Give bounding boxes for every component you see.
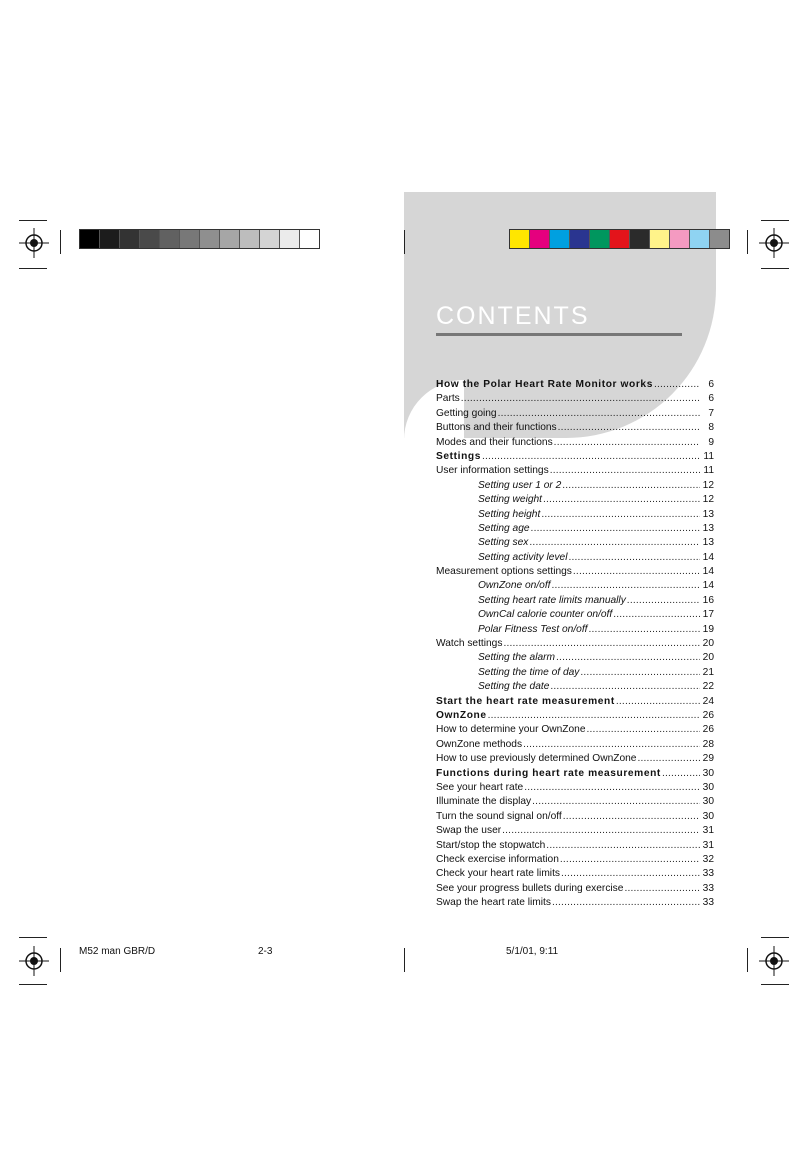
toc-dot-leader xyxy=(554,436,700,450)
toc-dot-leader xyxy=(552,896,700,910)
toc-dot-leader xyxy=(558,421,700,435)
toc-entry-title: Setting weight xyxy=(478,494,542,506)
toc-dot-leader xyxy=(637,752,700,766)
toc-entry-title: Buttons and their functions xyxy=(436,422,557,434)
color-swatch xyxy=(280,230,300,248)
toc-entry-page: 32 xyxy=(702,853,714,865)
crop-line xyxy=(60,230,61,254)
toc-dot-leader xyxy=(580,666,700,680)
toc-dot-leader xyxy=(613,608,700,622)
color-swatch xyxy=(630,230,650,248)
toc-dot-leader xyxy=(556,651,700,665)
crop-line xyxy=(404,948,405,972)
toc-entry[interactable] xyxy=(436,479,714,493)
toc-entry-title: Settings xyxy=(436,450,481,462)
color-swatch xyxy=(650,230,670,248)
crop-line xyxy=(60,948,61,972)
color-swatch xyxy=(260,230,280,248)
table-of-contents xyxy=(436,378,714,910)
toc-entry-page: 13 xyxy=(702,537,714,549)
toc-entry[interactable] xyxy=(436,522,714,536)
crop-line xyxy=(761,220,789,221)
toc-dot-leader xyxy=(498,407,700,421)
toc-entry-title: OwnZone on/off xyxy=(478,580,551,592)
color-swatch xyxy=(240,230,260,248)
toc-entry[interactable] xyxy=(436,450,714,464)
toc-entry-title: Setting height xyxy=(478,508,541,520)
toc-entry-title: Getting going xyxy=(436,407,497,419)
toc-entry-title: User information settings xyxy=(436,465,549,477)
toc-dot-leader xyxy=(482,450,700,464)
toc-entry[interactable] xyxy=(436,464,714,478)
toc-entry-title: Parts xyxy=(436,393,460,405)
toc-entry-title: OwnZone methods xyxy=(436,738,523,750)
toc-entry-title: Setting age xyxy=(478,522,530,534)
toc-entry-page: 30 xyxy=(702,810,714,822)
color-swatch xyxy=(530,230,550,248)
page-title: CONTENTS xyxy=(436,302,590,330)
toc-entry-page: 16 xyxy=(702,594,714,606)
toc-entry-page: 13 xyxy=(702,508,714,520)
toc-dot-leader xyxy=(550,464,700,478)
toc-entry-title: Start the heart rate measurement xyxy=(436,695,615,707)
grayscale-calibration-bar xyxy=(79,229,320,249)
toc-entry[interactable] xyxy=(436,421,714,435)
registration-mark-icon xyxy=(759,228,789,258)
toc-entry-title: How the Polar Heart Rate Monitor works xyxy=(436,379,653,390)
toc-entry-page: 19 xyxy=(702,623,714,635)
crop-line xyxy=(404,230,405,254)
toc-entry[interactable] xyxy=(436,666,714,680)
toc-entry[interactable] xyxy=(436,608,714,622)
toc-dot-leader xyxy=(524,781,700,795)
toc-entry-title: Setting the time of day xyxy=(478,666,580,678)
toc-entry[interactable] xyxy=(436,781,714,795)
toc-entry-title: Setting sex xyxy=(478,537,529,549)
toc-entry[interactable] xyxy=(436,493,714,507)
color-swatch xyxy=(510,230,530,248)
toc-entry[interactable] xyxy=(436,680,714,694)
toc-entry[interactable] xyxy=(436,723,714,737)
toc-dot-leader xyxy=(560,853,700,867)
color-swatch xyxy=(610,230,630,248)
color-swatch xyxy=(100,230,120,248)
toc-entry[interactable] xyxy=(436,392,714,406)
toc-entry-page: 14 xyxy=(702,566,714,578)
crop-line xyxy=(747,948,748,972)
toc-dot-leader xyxy=(543,493,700,507)
toc-entry-page: 26 xyxy=(702,709,714,721)
footer-filename: M52 man GBR/D xyxy=(79,946,156,957)
toc-entry[interactable] xyxy=(436,810,714,824)
toc-entry-title: Illuminate the display xyxy=(436,796,532,808)
toc-entry[interactable] xyxy=(436,378,714,392)
toc-entry-title: Swap the heart rate limits xyxy=(436,897,551,909)
toc-entry-page: 26 xyxy=(702,724,714,736)
toc-entry-title: How to determine your OwnZone xyxy=(436,724,586,736)
toc-dot-leader xyxy=(503,637,700,651)
toc-entry-title: Start/stop the stopwatch xyxy=(436,839,546,851)
toc-entry-page: 33 xyxy=(702,868,714,880)
toc-entry-title: See your progress bullets during exercise xyxy=(436,882,624,894)
toc-entry[interactable] xyxy=(436,508,714,522)
toc-entry-page: 17 xyxy=(702,609,714,621)
toc-entry-title: Swap the user xyxy=(436,825,502,837)
toc-entry[interactable] xyxy=(436,551,714,565)
toc-entry-page: 30 xyxy=(702,781,714,793)
toc-dot-leader xyxy=(563,810,700,824)
crop-line xyxy=(747,230,748,254)
toc-entry-page: 31 xyxy=(702,825,714,837)
toc-entry-title: Setting the alarm xyxy=(478,652,556,664)
toc-entry[interactable] xyxy=(436,695,714,709)
toc-entry-title: Setting user 1 or 2 xyxy=(478,479,562,491)
toc-entry[interactable] xyxy=(436,594,714,608)
toc-dot-leader xyxy=(662,767,700,781)
registration-mark-icon xyxy=(19,946,49,976)
toc-dot-leader xyxy=(532,795,700,809)
toc-dot-leader xyxy=(573,565,700,579)
toc-dot-leader xyxy=(627,594,700,608)
toc-entry-title: Turn the sound signal on/off xyxy=(436,810,562,822)
color-swatch xyxy=(300,230,319,248)
toc-entry-page: 14 xyxy=(702,551,714,563)
toc-dot-leader xyxy=(523,738,700,752)
color-swatch xyxy=(710,230,729,248)
toc-entry[interactable] xyxy=(436,436,714,450)
toc-entry[interactable] xyxy=(436,824,714,838)
toc-entry-page: 20 xyxy=(702,652,714,664)
toc-dot-leader xyxy=(546,839,700,853)
toc-entry[interactable] xyxy=(436,623,714,637)
toc-entry-title: Setting the date xyxy=(478,681,550,693)
crop-line xyxy=(761,984,789,985)
color-swatch xyxy=(80,230,100,248)
toc-entry[interactable] xyxy=(436,651,714,665)
toc-entry-page: 29 xyxy=(702,753,714,765)
toc-entry[interactable] xyxy=(436,565,714,579)
registration-mark-icon xyxy=(19,228,49,258)
color-swatch xyxy=(200,230,220,248)
toc-entry-page: 22 xyxy=(702,681,714,693)
toc-entry-page: 9 xyxy=(708,436,714,448)
toc-entry-title: Polar Fitness Test on/off xyxy=(478,623,588,635)
toc-entry-page: 31 xyxy=(702,839,714,851)
toc-entry[interactable] xyxy=(436,882,714,896)
toc-dot-leader xyxy=(529,536,700,550)
toc-entry[interactable] xyxy=(436,767,714,781)
toc-entry-title: Watch settings xyxy=(436,638,503,650)
crop-line xyxy=(761,937,789,938)
toc-entry-page: 30 xyxy=(702,767,714,779)
crop-line xyxy=(19,268,47,269)
toc-entry-title: Measurement options settings xyxy=(436,566,572,578)
toc-dot-leader xyxy=(588,623,700,637)
color-swatch xyxy=(670,230,690,248)
toc-entry[interactable] xyxy=(436,709,714,723)
toc-entry[interactable] xyxy=(436,738,714,752)
toc-dot-leader xyxy=(568,551,700,565)
registration-mark-icon xyxy=(759,946,789,976)
color-swatch xyxy=(570,230,590,248)
toc-entry-title: Check exercise information xyxy=(436,853,559,865)
crop-line xyxy=(19,984,47,985)
toc-dot-leader xyxy=(550,680,700,694)
color-swatch xyxy=(120,230,140,248)
crop-line xyxy=(19,937,47,938)
toc-entry-page: 14 xyxy=(702,580,714,592)
toc-entry-page: 33 xyxy=(702,897,714,909)
toc-entry-title: OwnZone xyxy=(436,709,487,721)
toc-dot-leader xyxy=(616,695,700,709)
toc-entry-page: 6 xyxy=(708,393,714,405)
toc-entry-page: 24 xyxy=(702,695,714,707)
toc-entry-title: Setting heart rate limits manually xyxy=(478,594,626,606)
toc-entry[interactable] xyxy=(436,795,714,809)
toc-entry[interactable] xyxy=(436,896,714,910)
toc-entry-title: Modes and their functions xyxy=(436,436,553,448)
color-swatch xyxy=(180,230,200,248)
color-swatch xyxy=(220,230,240,248)
toc-entry[interactable] xyxy=(436,853,714,867)
toc-entry-title: OwnCal calorie counter on/off xyxy=(478,609,613,621)
toc-dot-leader xyxy=(587,723,701,737)
toc-dot-leader xyxy=(502,824,700,838)
toc-dot-leader xyxy=(541,508,700,522)
footer-page-number: 2-3 xyxy=(258,946,273,957)
color-swatch xyxy=(160,230,180,248)
toc-entry-page: 11 xyxy=(703,465,714,477)
toc-dot-leader xyxy=(552,579,701,593)
toc-dot-leader xyxy=(531,522,700,536)
title-underline xyxy=(436,333,682,336)
toc-entry-page: 6 xyxy=(708,379,714,390)
toc-entry-page: 21 xyxy=(702,666,714,678)
toc-entry-title: Check your heart rate limits xyxy=(436,868,560,880)
toc-entry[interactable] xyxy=(436,637,714,651)
toc-entry[interactable] xyxy=(436,752,714,766)
toc-entry-title: Functions during heart rate measurement xyxy=(436,767,661,779)
toc-entry[interactable] xyxy=(436,536,714,550)
color-swatch xyxy=(690,230,710,248)
toc-dot-leader xyxy=(488,709,700,723)
toc-entry-title: How to use previously determined OwnZone xyxy=(436,753,637,765)
toc-entry-page: 20 xyxy=(702,638,714,650)
toc-entry-page: 12 xyxy=(702,479,714,491)
toc-entry-title: See your heart rate xyxy=(436,781,524,793)
crop-line xyxy=(761,268,789,269)
toc-dot-leader xyxy=(654,378,700,392)
color-calibration-bar xyxy=(509,229,730,249)
toc-entry-page: 13 xyxy=(702,522,714,534)
toc-entry-title: Setting activity level xyxy=(478,551,568,563)
crop-line xyxy=(19,220,47,221)
toc-entry[interactable] xyxy=(436,579,714,593)
toc-entry[interactable] xyxy=(436,407,714,421)
toc-entry[interactable] xyxy=(436,839,714,853)
color-swatch xyxy=(550,230,570,248)
toc-dot-leader xyxy=(561,867,700,881)
toc-entry[interactable] xyxy=(436,867,714,881)
toc-entry-page: 33 xyxy=(702,882,714,894)
toc-entry-page: 8 xyxy=(708,422,714,434)
toc-entry-page: 28 xyxy=(702,738,714,750)
footer-timestamp: 5/1/01, 9:11 xyxy=(506,946,559,957)
toc-entry-page: 12 xyxy=(702,494,714,506)
toc-dot-leader xyxy=(461,392,700,406)
toc-entry-page: 7 xyxy=(708,407,714,419)
toc-entry-page: 30 xyxy=(702,796,714,808)
toc-dot-leader xyxy=(624,882,700,896)
color-swatch xyxy=(140,230,160,248)
color-swatch xyxy=(590,230,610,248)
toc-entry-page: 11 xyxy=(703,450,714,462)
toc-dot-leader xyxy=(562,479,700,493)
